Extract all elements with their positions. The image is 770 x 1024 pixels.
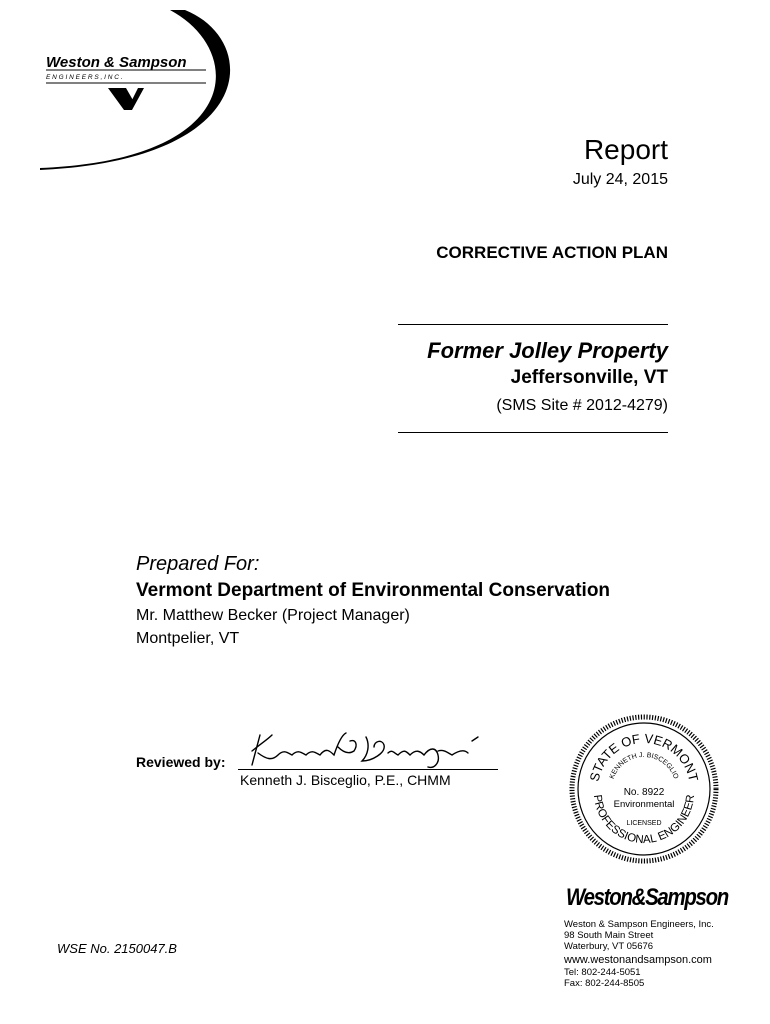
report-title: Report <box>583 134 668 165</box>
footer-city: Waterbury, VT 05676 <box>564 941 654 952</box>
reviewer-name: Kenneth J. Bisceglio, P.E., CHMM <box>240 772 451 788</box>
footer-brand-logo: Weston&Sampson <box>566 884 729 911</box>
footer-fax: Fax: 802-244-8505 <box>564 978 645 989</box>
document-type: CORRECTIVE ACTION PLAN <box>436 243 668 262</box>
site-number: (SMS Site # 2012-4279) <box>496 397 668 414</box>
prepared-for-label: Prepared For: <box>136 553 260 575</box>
logo-mark-icon <box>108 88 144 110</box>
reviewer-signature <box>238 725 498 775</box>
seal-status: LICENSED <box>626 820 662 827</box>
report-date: July 24, 2015 <box>572 171 668 188</box>
seal-holder-path: KENNETH J. BISCEGLIO <box>608 751 680 781</box>
footer-street: 98 South Main Street <box>564 930 654 941</box>
seal-state-path: STATE OF VERMONT <box>586 730 702 783</box>
seal-discipline: Environmental <box>613 799 675 810</box>
logo-tagline-text: E N G I N E E R S , I N C . <box>46 74 123 81</box>
client-organization: Vermont Department of Environmental Conservation <box>136 580 611 601</box>
seal-holder-text <box>609 752 680 781</box>
property-name: Former Jolley Property <box>427 338 668 363</box>
seal-title-path: PROFESSIONAL ENGINEER <box>590 794 698 847</box>
footer-company: Weston & Sampson Engineers, Inc. <box>564 919 714 930</box>
weston-sampson-logo <box>30 10 245 175</box>
wse-number: WSE No. 2150047.B <box>57 941 177 956</box>
signature-line <box>238 769 498 770</box>
seal-number: No. 8922 <box>623 787 665 798</box>
client-city: Montpelier, VT <box>136 630 240 647</box>
reviewed-by-label: Reviewed by: <box>136 754 226 770</box>
footer-tel: Tel: 802-244-5051 <box>564 967 641 978</box>
property-location: Jeffersonville, VT <box>510 367 668 388</box>
divider-bottom <box>398 432 668 433</box>
professional-engineer-seal <box>568 713 720 865</box>
logo-company-text: Weston & Sampson <box>46 54 187 71</box>
divider-top <box>398 324 668 325</box>
client-contact: Mr. Matthew Becker (Project Manager) <box>136 607 410 624</box>
footer-website-link[interactable]: www.westonandsampson.com <box>564 954 712 966</box>
